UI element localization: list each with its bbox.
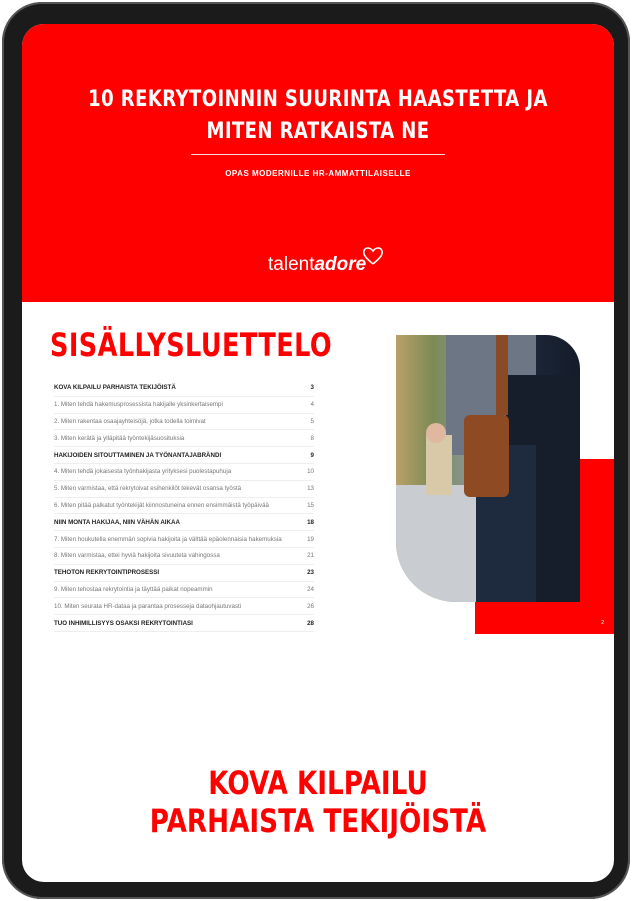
- toc-entry-label: 10. Miten seurata HR-dataa ja parantaa prosesseja dataohjautuvasti: [54, 602, 242, 610]
- document-page: [22, 24, 614, 882]
- toc-section-heading[interactable]: [54, 447, 314, 464]
- cover-title-line2: MITEN RATKAISTA NE: [206, 119, 430, 144]
- toc-entry[interactable]: [54, 548, 314, 565]
- toc-entry-label: 8. Miten varmistaa, ettei hyviä hakijoita sivuuteta vahingossa: [54, 552, 220, 560]
- toc-entry-page: 18: [307, 518, 314, 526]
- toc-entry-label: 3. Miten kerätä ja ylläpitää työntekijäsuosituksia: [54, 434, 185, 442]
- toc-entry-label: HAKIJOIDEN SITOUTTAMINEN JA TYÖNANTAJABRÄNDI: [54, 451, 222, 459]
- logo-text-adore: adore: [314, 254, 367, 275]
- toc-entry-label: 7. Miten houkutella enemmän sopivia hakijoita ja välttää epäolennaisia hakemuksia: [54, 535, 282, 543]
- toc-entry[interactable]: [54, 464, 314, 481]
- toc-entry-label: TUO INHIMILLISYYS OSAKSI REKRYTOINTIASI: [54, 619, 193, 627]
- toc-section-heading[interactable]: [54, 615, 314, 632]
- toc-section-heading[interactable]: [54, 380, 314, 397]
- toc-entry-page: 3: [310, 384, 314, 392]
- logo-text-talent: talent: [268, 254, 315, 275]
- heart-icon: [362, 246, 384, 266]
- section-title: [75, 764, 560, 840]
- cover-title: [75, 84, 560, 148]
- toc-entry[interactable]: [54, 481, 314, 498]
- divider: [191, 154, 445, 155]
- toc-section-heading[interactable]: [54, 514, 314, 531]
- photo-illustration: [396, 335, 580, 602]
- cover-subtitle: OPAS MODERNILLE HR-AMMATTILAISELLE: [225, 169, 411, 178]
- toc-entry-page: 24: [307, 585, 314, 593]
- page-number: 2: [601, 620, 604, 626]
- toc-entry-label: 1. Miten tehdä hakemusprosessista hakijalle yksinkertaisempi: [54, 401, 223, 409]
- man-with-bag-photo: [396, 335, 580, 602]
- toc-entry-label: 4. Miten tehdä jokaisesta työnhakijasta yrityksesi puolestapuhuja: [54, 468, 232, 476]
- cover-header: [22, 24, 614, 302]
- tablet-frame: [2, 2, 630, 899]
- toc-entry[interactable]: [54, 582, 314, 599]
- toc-entry-page: 8: [310, 434, 314, 442]
- toc-entry[interactable]: [54, 598, 314, 615]
- toc-entry-page: 4: [310, 401, 314, 409]
- toc-entry-page: 13: [307, 485, 314, 493]
- toc-entry-label: TEHOTON REKRYTOINTIPROSESSI: [54, 569, 160, 577]
- toc-entry-label: 9. Miten tehostaa rekrytointia ja täyttää paikat nopeammin: [54, 585, 213, 593]
- toc-entry[interactable]: [54, 414, 314, 431]
- toc-entry-page: 26: [307, 602, 314, 610]
- toc-title: SISÄLLYSLUETTELO: [50, 326, 333, 364]
- section-title-line2: PARHAISTA TEKIJÖISTÄ: [149, 802, 487, 840]
- toc-entry-page: 15: [307, 501, 314, 509]
- toc-entry-label: NIIN MONTA HAKIJAA, NIIN VÄHÄN AIKAA: [54, 518, 180, 526]
- section-title-line1: KOVA KILPAILU: [208, 764, 428, 802]
- toc-entry-page: 19: [307, 535, 314, 543]
- cover-title-line1: 10 REKRYTOINNIN SUURINTA HAASTETTA JA: [88, 87, 548, 112]
- toc-entry-page: 21: [307, 552, 314, 560]
- toc-entry-page: 28: [307, 619, 314, 627]
- table-of-contents: [54, 380, 314, 632]
- toc-entry-label: KOVA KILPAILU PARHAISTA TEKIJÖISTÄ: [54, 384, 176, 392]
- toc-entry-page: 23: [307, 569, 314, 577]
- toc-entry-page: 5: [310, 417, 314, 425]
- toc-entry[interactable]: [54, 531, 314, 548]
- toc-entry-page: 10: [307, 468, 314, 476]
- toc-entry[interactable]: [54, 498, 314, 515]
- toc-entry[interactable]: [54, 430, 314, 447]
- toc-entry-page: 9: [310, 451, 314, 459]
- toc-entry-label: 6. Miten pitää palkatut työntekijät kiinnostuneina ennen ensimmäistä työpäivää: [54, 501, 269, 509]
- toc-entry-label: 5. Miten varmistaa, että rekrytoivat esihenkilöt tekevät osansa työstä: [54, 485, 242, 493]
- toc-entry-label: 2. Miten rakentaa osaajayhteisöjä, jotka todella toimivat: [54, 417, 206, 425]
- talentadore-logo: [268, 246, 384, 276]
- toc-section-heading[interactable]: [54, 565, 314, 582]
- toc-entry[interactable]: [54, 397, 314, 414]
